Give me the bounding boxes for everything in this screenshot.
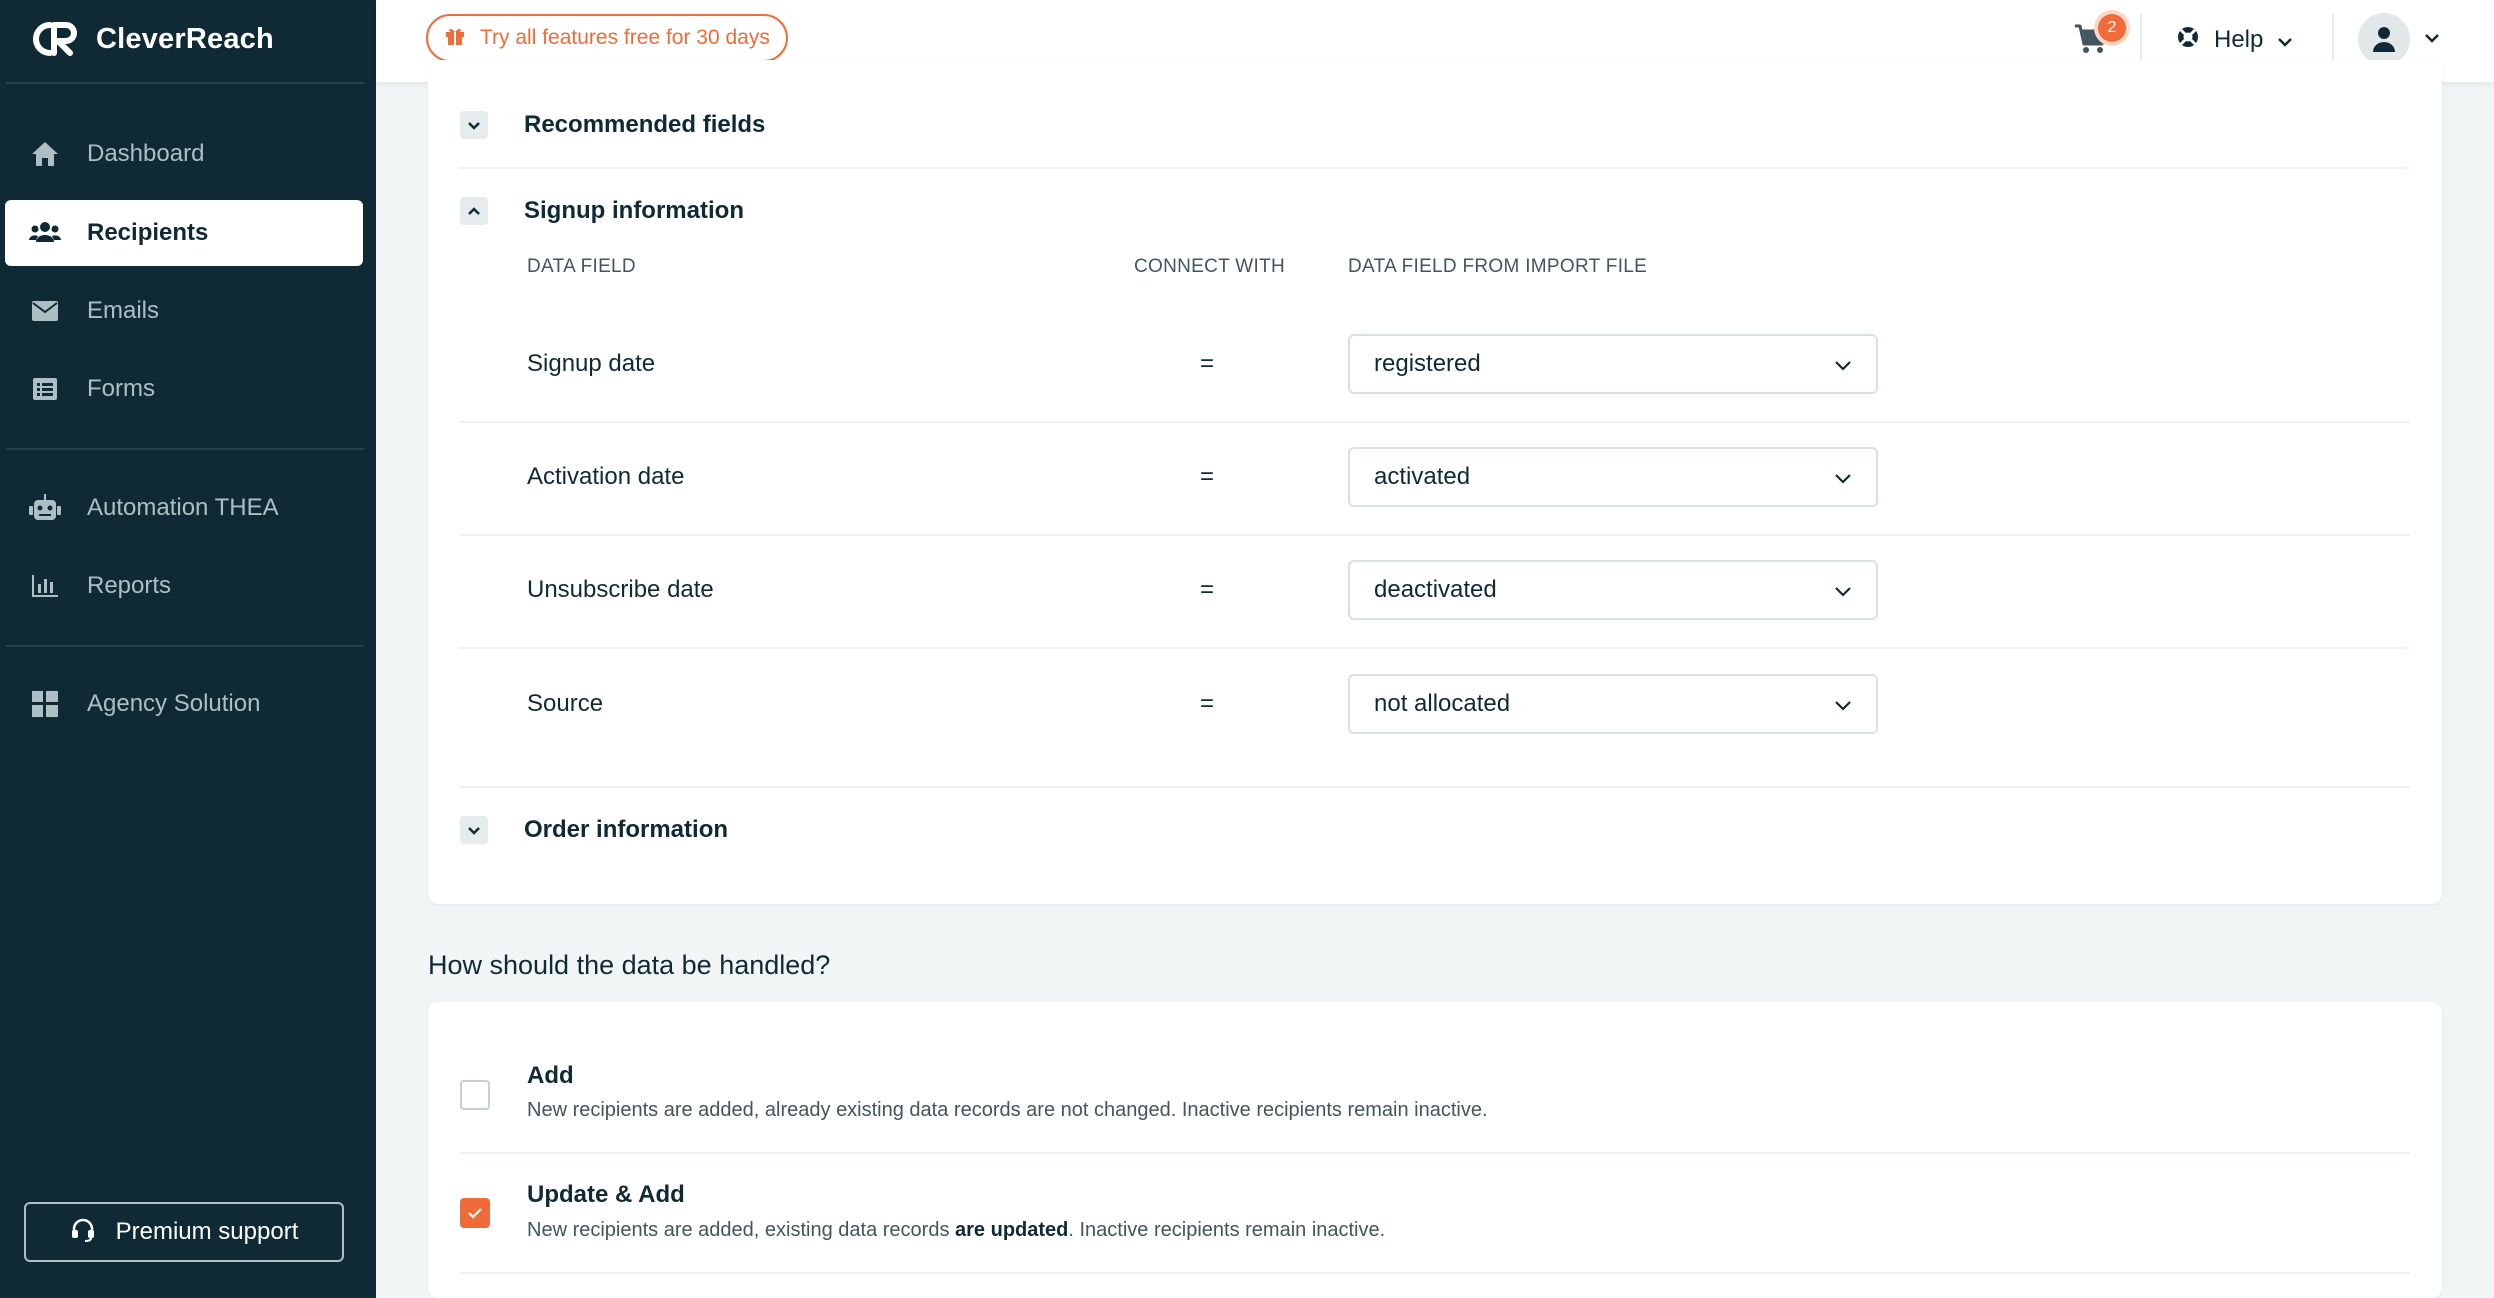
divider [460, 167, 2410, 169]
sidebar-item-automation[interactable] [5, 475, 363, 541]
chevron-down-icon [1834, 350, 1852, 378]
field-source-label: Source [527, 690, 604, 717]
chevron-up-icon[interactable] [460, 197, 488, 225]
select-value: activated [1374, 463, 1471, 490]
chevron-down-icon [1834, 463, 1852, 491]
sidebar-item-label: Automation THEA [87, 494, 279, 521]
section-title: Recommended fields [524, 111, 766, 138]
connector-equals: = [1200, 463, 1215, 490]
option-update-add-title: Update & Add [527, 1181, 685, 1208]
select-value: not allocated [1374, 690, 1511, 717]
description-text: . Inactive recipients remain inactive. [1068, 1219, 1386, 1241]
user-icon [2371, 25, 2397, 53]
connector-equals: = [1200, 350, 1215, 377]
data-handling-card [428, 1002, 2442, 1298]
sidebar-item-label: Emails [87, 297, 160, 324]
sidebar-divider [6, 448, 364, 450]
sidebar-item-label: Reports [87, 572, 172, 599]
sidebar-item-label: Agency Solution [87, 690, 261, 717]
chevron-down-icon [2277, 26, 2293, 54]
select-value: registered [1374, 350, 1481, 377]
help-label: Help [2214, 26, 2264, 53]
update-add-checkbox[interactable] [460, 1198, 490, 1228]
field-activation-date-label: Activation date [527, 463, 685, 490]
option-add-title: Add [527, 1062, 574, 1089]
option-add-description: New recipients are added, already existing data records are not changed. Inactive recipients remain inactive. [527, 1099, 1488, 1121]
sidebar-item-reports[interactable] [5, 553, 363, 619]
column-header-data-field: DATA FIELD [527, 256, 636, 277]
brand-name: CleverReach [96, 22, 274, 55]
topbar-divider [2140, 14, 2142, 66]
free-trial-label: Try all features free for 30 days [480, 26, 770, 49]
section-order-information[interactable] [460, 810, 728, 850]
connector-equals: = [1200, 690, 1215, 717]
sidebar-item-recipients[interactable] [5, 200, 363, 266]
activation-date-select[interactable] [1348, 447, 1878, 507]
field-signup-date-label: Signup date [527, 350, 656, 377]
sidebar-item-dashboard[interactable] [5, 121, 363, 187]
avatar [2358, 13, 2410, 65]
sidebar-item-label: Forms [87, 375, 155, 402]
grid-icon [29, 688, 61, 720]
source-select[interactable] [1348, 674, 1878, 734]
headset-icon [70, 1216, 96, 1249]
section-title: Order information [524, 816, 729, 843]
description-text: New recipients are added, existing data records [527, 1219, 956, 1241]
home-icon [29, 138, 61, 170]
data-handling-heading: How should the data be handled? [428, 950, 831, 980]
topbar-divider [2332, 14, 2334, 66]
bar-chart-icon [29, 570, 61, 602]
divider [460, 421, 2410, 423]
section-signup-information[interactable] [460, 191, 744, 231]
form-icon [29, 373, 61, 405]
divider [460, 786, 2410, 788]
unsubscribe-date-select[interactable] [1348, 560, 1878, 620]
chevron-down-icon[interactable] [460, 816, 488, 844]
free-trial-button[interactable] [426, 14, 788, 62]
help-menu[interactable] [2176, 20, 2293, 60]
checkmark-icon [467, 1207, 483, 1219]
field-unsubscribe-date-label: Unsubscribe date [527, 576, 714, 603]
chevron-down-icon [1834, 690, 1852, 718]
envelope-icon [29, 295, 61, 327]
sidebar-item-forms[interactable] [5, 356, 363, 422]
option-update-add-description [527, 1219, 1385, 1242]
sidebar-divider [6, 645, 364, 647]
chevron-down-icon[interactable] [460, 111, 488, 139]
robot-icon [29, 492, 61, 524]
signup-date-select[interactable] [1348, 334, 1878, 394]
cart-count-badge: 2 [2098, 14, 2126, 42]
section-recommended-fields[interactable] [460, 105, 765, 145]
sidebar-item-emails[interactable] [5, 278, 363, 344]
section-title: Signup information [524, 197, 744, 224]
lifebuoy-icon [2176, 25, 2200, 56]
description-emphasis: are updated [955, 1219, 1069, 1241]
gift-icon [444, 24, 466, 52]
cleverreach-logo-icon [30, 19, 82, 59]
select-value: deactivated [1374, 576, 1497, 603]
sidebar-item-label: Dashboard [87, 140, 205, 167]
brand-logo[interactable] [30, 18, 274, 60]
divider [460, 1152, 2410, 1154]
users-icon [29, 217, 61, 249]
chevron-down-icon [2424, 30, 2440, 48]
sidebar [0, 0, 376, 1298]
column-header-import-field: DATA FIELD FROM IMPORT FILE [1348, 256, 1648, 277]
column-header-connect-with: CONNECT WITH [1134, 256, 1286, 277]
connector-equals: = [1200, 576, 1215, 603]
field-mapping-card [428, 60, 2442, 904]
sidebar-item-label: Recipients [87, 219, 209, 246]
divider [460, 534, 2410, 536]
sidebar-divider [6, 82, 364, 84]
divider [460, 647, 2410, 649]
divider [460, 1272, 2410, 1274]
sidebar-item-agency-solution[interactable] [5, 671, 363, 737]
cart-button[interactable] [2074, 18, 2126, 62]
premium-support-label: Premium support [115, 1218, 299, 1245]
chevron-down-icon [1834, 576, 1852, 604]
add-checkbox[interactable] [460, 1080, 490, 1110]
premium-support-button[interactable] [24, 1202, 344, 1262]
